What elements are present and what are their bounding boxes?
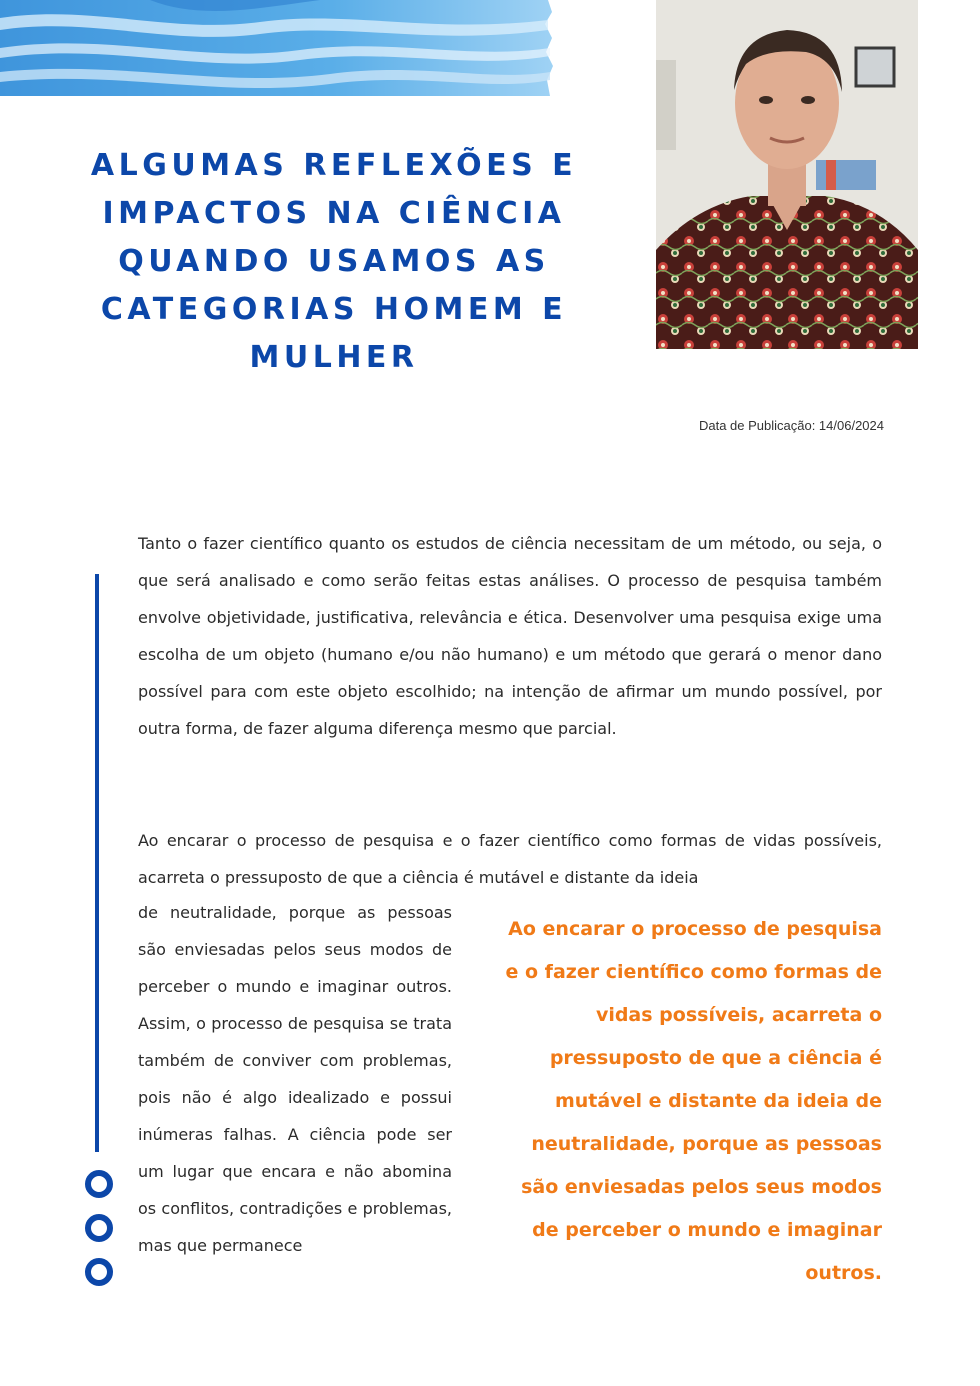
body-paragraph-2-intro: Ao encarar o processo de pesquisa e o fazer científico como formas de vidas possíveis, acarreta o pressuposto de que a ciência é mutável e distante da ideia <box>138 831 882 887</box>
accent-vertical-line <box>95 574 99 1152</box>
publication-date: Data de Publicação: 14/06/2024 <box>698 418 884 433</box>
circle-ring-icon <box>85 1258 113 1286</box>
circle-ring-icon <box>85 1214 113 1242</box>
article-title: ALGUMAS REFLEXÕES E IMPACTOS NA CIÊNCIA QUANDO USAMOS AS CATEGORIAS HOMEM E MULHER <box>90 148 578 375</box>
circle-ring-icon <box>85 1170 113 1198</box>
pull-quote: Ao encarar o processo de pesquisa e o fazer científico como formas de vidas possíveis, acarreta o pressuposto de que a ciência é mutável e distante da ideia de neutralidade, porque as pessoas são enviesadas pelos seus modos de perceber o mundo e imaginar outros. <box>505 918 882 1284</box>
body-paragraph-1: Tanto o fazer científico quanto os estudos de ciência necessitam de um método, ou seja, o que será analisado e como serão feitas estas análises. O processo de pesquisa também envolve objetividade, justificativa, relevância e ética. Desenvolver uma pesquisa exige uma escolha de um objeto (humano e/ou não humano) e um método que gerará o menor dano possível para com este objeto escolhido; na intenção de afirmar um mundo possível, por outra forma, de fazer alguma diferença mesmo que parcial. <box>138 534 882 738</box>
watercolor-wave-decoration <box>0 0 560 100</box>
body-paragraph-2-column: de neutralidade, porque as pessoas são enviesadas pelos seus modos de perceber o mundo e imaginar outros. Assim, o processo de pesquisa se trata também de conviver com problemas, pois não é algo idealizado e possui inúmeras falhas. A ciência pode ser um lugar que encara e não abomina os conflitos, contradições e problemas, mas que permanece <box>138 903 452 1255</box>
author-photo <box>656 0 918 349</box>
